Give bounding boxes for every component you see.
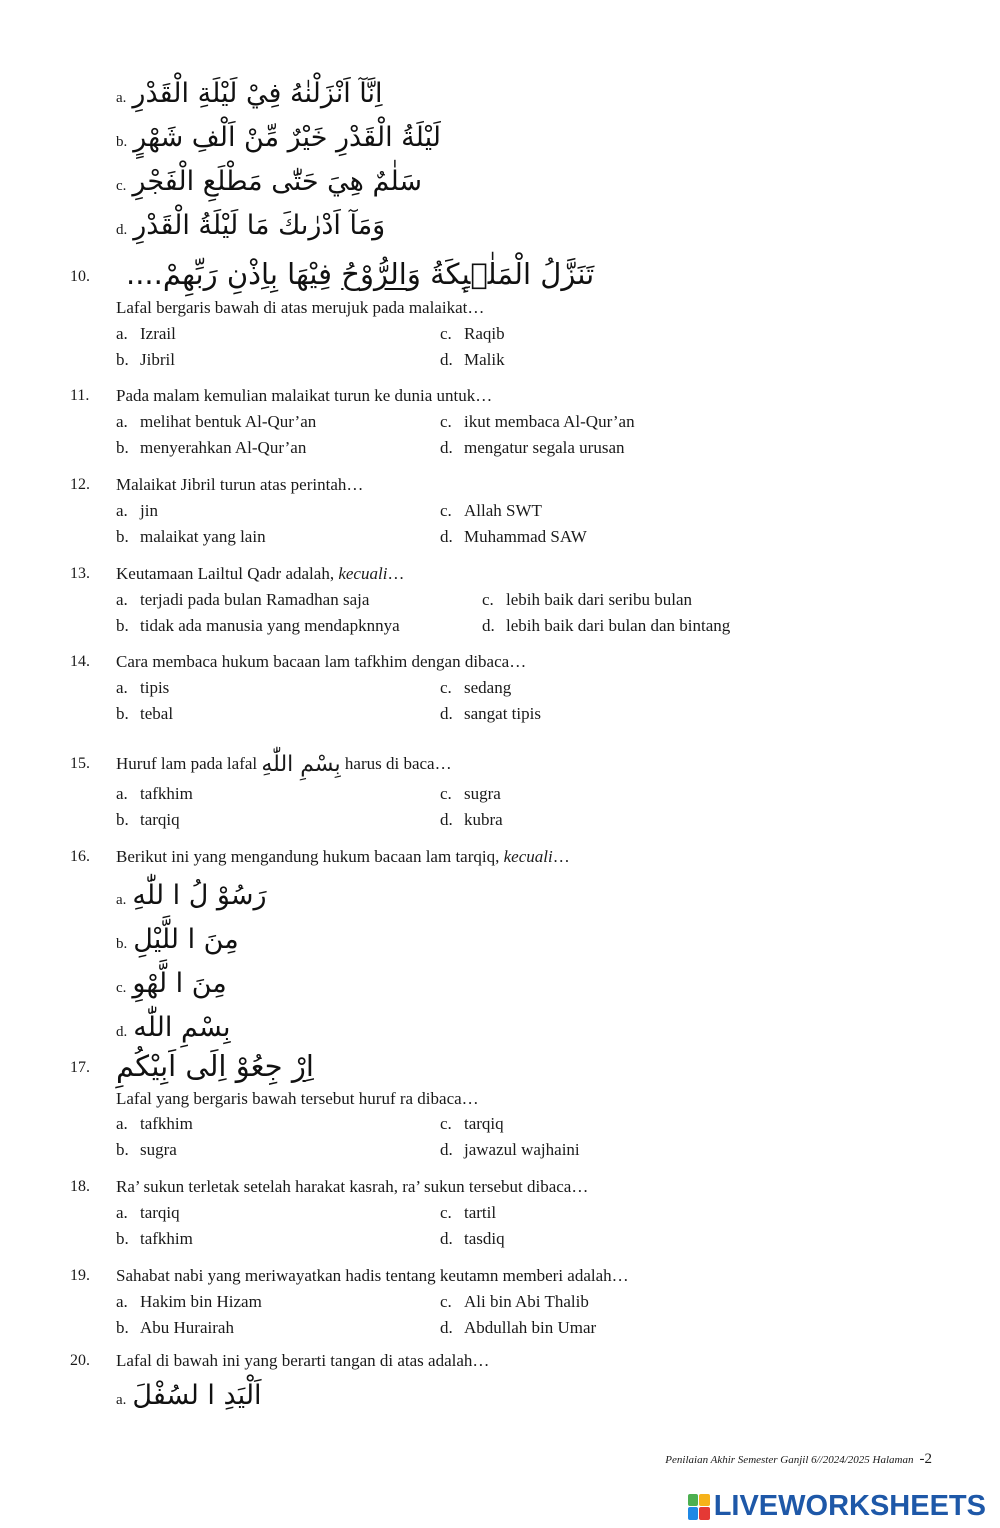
question-number: 19. xyxy=(70,1267,90,1284)
option-a[interactable]: a. terjadi pada bulan Ramadhan saja xyxy=(116,590,370,609)
option-c[interactable]: c. ikut membaca Al-Qur’an xyxy=(440,412,635,431)
question-text: Lafal di bawah ini yang berarti tangan di atas adalah… xyxy=(116,1351,490,1370)
option-b[interactable]: b. Abu Hurairah xyxy=(116,1318,234,1337)
q9-option-c[interactable]: c. سَلٰمٌ هِيَ حَتّٰى مَطْلَعِ الْفَجْرِ xyxy=(116,165,422,197)
q10-arabic: تَنَزَّلُ الْمَلٰۤىِٕكَةُ وَالرُّوْحُ فِيْهَا بِاِذْنِ رَبِّهِمْ.... xyxy=(126,257,595,292)
logo-icon xyxy=(688,1494,710,1520)
option-b[interactable]: b. tafkhim xyxy=(116,1229,193,1248)
question-number: 20. xyxy=(70,1352,90,1369)
option-b[interactable]: b. tebal xyxy=(116,704,174,723)
question-number: 11. xyxy=(70,387,90,404)
arabic-verse: لَيْلَةُ الْقَدْرِ خَيْرٌ مِّنْ اَلْفِ شَهْرٍ xyxy=(133,121,441,153)
option-d[interactable]: d. mengatur segala urusan xyxy=(440,438,625,457)
question-number: 13. xyxy=(70,565,90,582)
question-text: Malaikat Jibril turun atas perintah… xyxy=(116,475,364,494)
q16-option-b[interactable]: b. مِنَ ا للَّيْلِ xyxy=(116,923,239,955)
option-c[interactable]: c. Raqib xyxy=(440,324,505,343)
option-d[interactable]: d. Abdullah bin Umar xyxy=(440,1318,597,1337)
question-text: Cara membaca hukum bacaan lam tafkhim dengan dibaca… xyxy=(116,652,527,671)
option-a[interactable]: a. tarqiq xyxy=(116,1203,180,1222)
option-d[interactable]: d. sangat tipis xyxy=(440,704,541,723)
question-text: Berikut ini yang mengandung hukum bacaan lam tarqiq, kecuali… xyxy=(116,847,570,866)
option-a[interactable]: a. jin xyxy=(116,501,158,520)
question-text: Huruf lam pada lafal بِسْمِ اللّٰهِ harus di baca… xyxy=(116,752,452,777)
option-c[interactable]: c. lebih baik dari seribu bulan xyxy=(482,590,693,609)
option-a[interactable]: a. Izrail xyxy=(116,324,176,343)
option-c[interactable]: c. tarqiq xyxy=(440,1114,504,1133)
option-d[interactable]: d. tasdiq xyxy=(440,1229,505,1248)
brand-name: LIVEWORKSHEETS xyxy=(713,1490,986,1522)
option-b[interactable]: b. tidak ada manusia yang mendapknnya xyxy=(116,616,400,635)
q16-option-d[interactable]: d. بِسْمِ اللّٰه xyxy=(116,1011,231,1043)
underlined-letter: رْ xyxy=(291,1049,306,1084)
arabic-word: مِنَ ا للَّيْلِ xyxy=(133,923,239,955)
question-text: Ra’ sukun terletak setelah harakat kasrah, ra’ sukun tersebut dibaca… xyxy=(116,1177,589,1196)
arabic-word: اَلْيَدِ ا لسُفْلَ xyxy=(132,1379,262,1411)
option-b[interactable]: b. sugra xyxy=(116,1140,177,1159)
option-c[interactable]: c. sugra xyxy=(440,784,501,803)
arabic-word: بِسْمِ اللّٰهِ xyxy=(261,752,341,777)
question-number: 18. xyxy=(70,1178,90,1195)
q9-option-a[interactable]: a. اِنَّآ اَنْزَلْنٰهُ فِيْ لَيْلَةِ الْقَدْرِ xyxy=(116,77,383,109)
option-b[interactable]: b. menyerahkan Al-Qur’an xyxy=(116,438,307,457)
question-text: Lafal bergaris bawah di atas merujuk pada malaikat… xyxy=(116,298,485,317)
option-d[interactable]: d. kubra xyxy=(440,810,503,829)
page-footer: Penilaian Akhir Semester Ganjil 6//2024/2025 Halaman -2 xyxy=(665,1451,932,1467)
question-text: Sahabat nabi yang meriwayatkan hadis tentang keutamn memberi adalah… xyxy=(116,1266,629,1285)
option-d[interactable]: d. lebih baik dari bulan dan bintang xyxy=(482,616,731,635)
option-a[interactable]: a. Hakim bin Hizam xyxy=(116,1292,262,1311)
q20-option-a[interactable]: a. اَلْيَدِ ا لسُفْلَ xyxy=(116,1379,262,1411)
option-a[interactable]: a. melihat bentuk Al-Qur’an xyxy=(116,412,317,431)
arabic-verse: اِنَّآ اَنْزَلْنٰهُ فِيْ لَيْلَةِ الْقَدْرِ xyxy=(132,77,383,109)
option-c[interactable]: c. Ali bin Abi Thalib xyxy=(440,1292,589,1311)
liveworksheets-logo[interactable] xyxy=(688,1490,986,1523)
option-c[interactable]: c. Allah SWT xyxy=(440,501,542,520)
arabic-verse: وَمَآ اَدْرٰىكَ مَا لَيْلَةُ الْقَدْرِ xyxy=(133,209,386,241)
option-d[interactable]: d. Malik xyxy=(440,350,505,369)
q16-option-c[interactable]: c. مِنَ ا لَّهْوِ xyxy=(116,967,227,999)
option-c[interactable]: c. sedang xyxy=(440,678,512,697)
arabic-word: رَسُوْ لُ ا للّٰهِ xyxy=(132,879,267,911)
question-number: 16. xyxy=(70,848,90,865)
option-a[interactable]: a. tafkhim xyxy=(116,784,193,803)
underlined-word: الرُّوْحُ xyxy=(341,257,407,292)
q16-option-a[interactable]: a. رَسُوْ لُ ا للّٰهِ xyxy=(116,879,267,911)
question-text: Lafal yang bergaris bawah tersebut huruf ra dibaca… xyxy=(116,1089,479,1108)
q9-option-b[interactable]: b. لَيْلَةُ الْقَدْرِ خَيْرٌ مِّنْ اَلْفِ شَهْرٍ xyxy=(116,121,441,153)
option-c[interactable]: c. tartil xyxy=(440,1203,497,1222)
question-number: 15. xyxy=(70,755,90,772)
option-a[interactable]: a. tipis xyxy=(116,678,170,697)
question-number: 17. xyxy=(70,1059,90,1076)
question-number: 10. xyxy=(70,268,90,285)
page-number: -2 xyxy=(919,1451,932,1467)
question-number: 14. xyxy=(70,653,90,670)
question-text: Pada malam kemulian malaikat turun ke dunia untuk… xyxy=(116,386,493,405)
option-a[interactable]: a. tafkhim xyxy=(116,1114,193,1133)
option-b[interactable]: b. malaikat yang lain xyxy=(116,527,266,546)
arabic-verse: سَلٰمٌ هِيَ حَتّٰى مَطْلَعِ الْفَجْرِ xyxy=(132,165,422,197)
question-text: Keutamaan Lailtul Qadr adalah, kecuali… xyxy=(116,564,405,583)
option-b[interactable]: b. tarqiq xyxy=(116,810,180,829)
option-b[interactable]: b. Jibril xyxy=(116,350,175,369)
option-d[interactable]: d. jawazul wajhaini xyxy=(440,1140,580,1159)
question-number: 12. xyxy=(70,476,90,493)
option-d[interactable]: d. Muhammad SAW xyxy=(440,527,587,546)
q17-arabic: اِرْ جِعُوْ اِلَى اَبِيْكُمِ xyxy=(116,1049,314,1084)
arabic-word: بِسْمِ اللّٰه xyxy=(133,1011,231,1043)
q9-option-d[interactable]: d. وَمَآ اَدْرٰىكَ مَا لَيْلَةُ الْقَدْرِ xyxy=(116,209,386,241)
arabic-word: مِنَ ا لَّهْوِ xyxy=(132,967,227,999)
